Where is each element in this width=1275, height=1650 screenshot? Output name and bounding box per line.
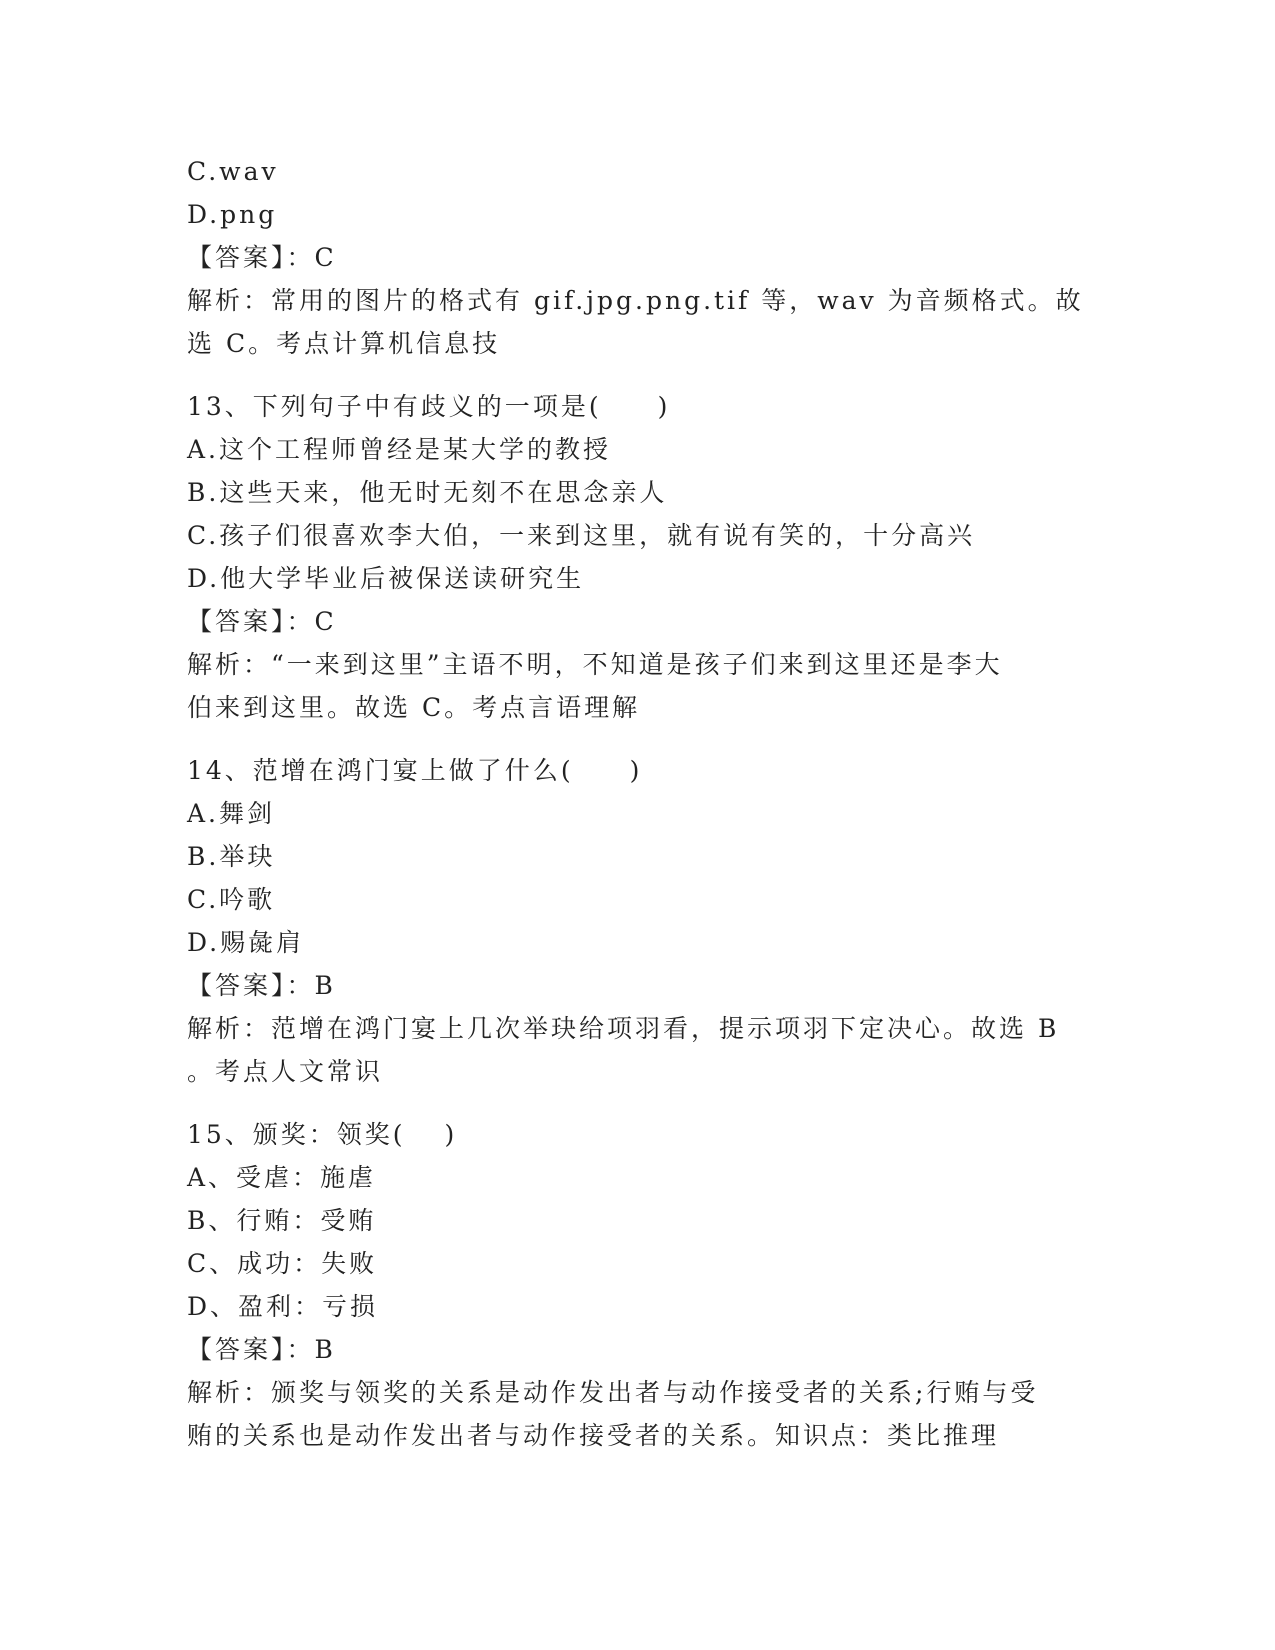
analysis-line: 贿的关系也是动作发出者与动作接受者的关系。知识点：类比推理 (187, 1421, 1000, 1450)
option-a: A、受虐：施虐 (187, 1163, 377, 1192)
question-text: 13、下列句子中有歧义的一项是( ) (187, 392, 671, 421)
analysis-line: 解析：常用的图片的格式有 gif.jpg.png.tif 等，wav 为音频格式。故 (187, 286, 1084, 315)
answer: 【答案】：C (187, 243, 337, 272)
option-d: D、盈利：亏损 (187, 1292, 379, 1321)
option-c: C.wav (187, 157, 279, 186)
analysis-line: 。考点人文常识 (187, 1057, 384, 1086)
option-b: B、行贿：受贿 (187, 1206, 377, 1235)
option-c: C、成功：失败 (187, 1249, 378, 1278)
option-a: A.舞剑 (187, 799, 276, 828)
question-14 (187, 749, 1087, 1093)
analysis-line: 解析：范增在鸿门宴上几次举玦给项羽看，提示项羽下定决心。故选 B (187, 1014, 1060, 1043)
question-15 (187, 1113, 1087, 1457)
option-c: C.孩子们很喜欢李大伯，一来到这里，就有说有笑的，十分高兴 (187, 521, 976, 550)
option-c: C.吟歌 (187, 885, 276, 914)
question-12-tail (187, 150, 1087, 365)
option-a: A.这个工程师曾经是某大学的教授 (187, 435, 612, 464)
question-text: 15、颁奖：领奖( ) (187, 1120, 458, 1149)
option-d: D.赐彘肩 (187, 928, 305, 957)
answer: 【答案】：B (187, 1335, 336, 1364)
analysis-line: 解析：颁奖与领奖的关系是动作发出者与动作接受者的关系;行贿与受 (187, 1378, 1039, 1407)
option-d: D.他大学毕业后被保送读研究生 (187, 564, 585, 593)
question-13 (187, 385, 1087, 729)
answer: 【答案】：C (187, 607, 337, 636)
analysis-line: 选 C。考点计算机信息技 (187, 329, 501, 358)
answer: 【答案】：B (187, 971, 336, 1000)
option-d: D.png (187, 200, 278, 229)
question-text: 14、范增在鸿门宴上做了什么( ) (187, 756, 643, 785)
option-b: B.这些天来，他无时无刻不在思念亲人 (187, 478, 668, 507)
analysis-line: 解析：“一来到这里”主语不明，不知道是孩子们来到这里还是李大 (187, 650, 1003, 679)
analysis-line: 伯来到这里。故选 C。考点言语理解 (187, 693, 641, 722)
exam-content (187, 150, 1087, 1457)
option-b: B.举玦 (187, 842, 276, 871)
